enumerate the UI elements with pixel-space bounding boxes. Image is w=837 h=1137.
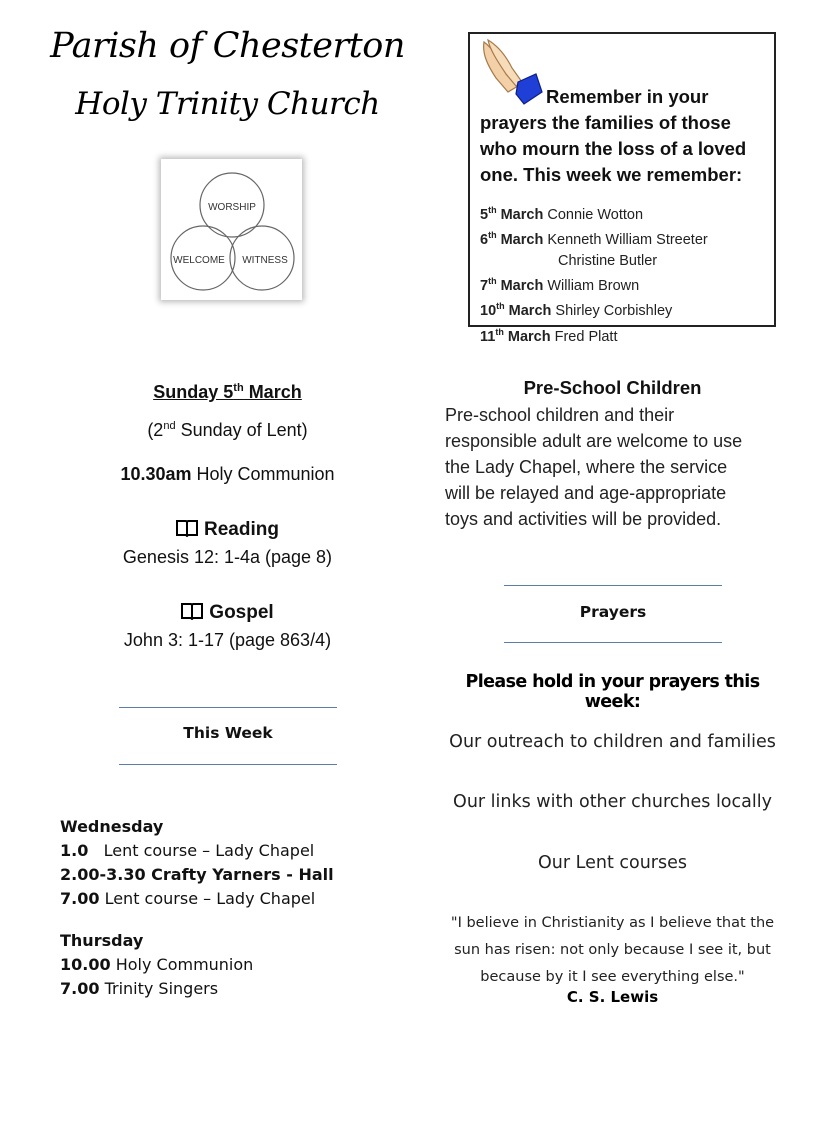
schedule-day: Thursday [60,931,144,950]
schedule-text: Holy Communion [110,955,254,974]
prayers-label: Prayers [579,603,647,621]
schedule-item [60,953,400,977]
memorial-name: William Brown [543,277,640,294]
schedule-text: Lent course – Lady Chapel [99,889,316,908]
preschool-line: responsible adult are welcome to use [445,431,743,451]
schedule-text: Crafty Yarners - Hall [145,865,334,884]
schedule-item [60,887,400,911]
quote-line: sun has risen: not only because I see it, but [454,942,771,958]
schedule-time: 7.00 [60,979,100,998]
preschool-line: toys and activities will be provided. [445,509,722,529]
memorial-heading [480,84,770,188]
memorial-name: Connie Wotton [543,206,644,223]
preschool-line: Pre-school children and their [445,405,675,425]
church-subtitle: Holy Trinity Church [75,86,380,122]
sunday-subheading: (2nd Sunday of Lent) [147,420,308,440]
schedule-text: Trinity Singers [99,979,219,998]
preschool-heading: Pre-School Children [523,377,702,398]
memorial-entry [480,271,776,296]
schedule-time: 2.00-3.30 [60,865,146,884]
prayer-item: Our Lent courses [538,853,687,873]
open-book-icon [181,602,203,620]
memorial-entry [480,225,776,250]
service-time: 10.30am [120,464,192,484]
gospel-heading: Gospel [40,602,415,624]
service-name: Holy Communion [191,464,335,484]
memorial-heading-rest: prayers the families of those who mourn the loss of a loved one. This week we remember: [480,112,747,185]
gospel-reference: John 3: 1-17 (page 863/4) [123,630,332,650]
prayers-intro: Please hold in your prayers this week: [465,672,760,712]
preschool-line: will be relayed and age-appropriate [445,483,727,503]
worship-welcome-witness-logo [161,159,302,300]
quote-author: C. S. Lewis [566,988,659,1006]
memorial-date: 6th March [480,230,544,249]
schedule-item [60,863,400,887]
preschool-line: the Lady Chapel, where the service [445,457,728,477]
venn-diagram-icon [161,159,302,300]
memorial-entry [480,251,776,272]
prayers-bottom-rule [504,642,722,643]
logo-word-worship: WORSHIP [208,202,256,213]
quote-line: "I believe in Christianity as I believe that the [450,915,775,931]
memorial-entry [480,296,776,321]
schedule-item [60,839,400,863]
this-week-bottom-rule [119,764,337,765]
reading-reference: Genesis 12: 1-4a (page 8) [122,547,333,567]
logo-word-witness: WITNESS [242,255,288,266]
schedule-item [60,977,400,1001]
parish-title: Parish of Chesterton [50,26,405,66]
prayer-item: Our links with other churches locally [453,792,772,812]
sunday-service [40,464,415,485]
schedule-text: Lent course – Lady Chapel [88,841,315,860]
lewis-quote [440,910,785,991]
this-week-top-rule [119,707,337,708]
memorial-entry [480,322,776,347]
memorial-heading-line1: Remember in your [546,86,709,107]
reading-heading: Reading [40,519,415,541]
memorial-name: Christine Butler [558,252,658,269]
schedule-time: 10.00 [60,955,111,974]
this-week-label: This Week [183,724,273,742]
schedule-day: Wednesday [60,817,164,836]
sunday-heading: Sunday 5th March [153,382,302,402]
quote-line: because by it I see everything else." [480,969,745,985]
memorial-date: 10th March [480,301,552,320]
schedule-time: 7.00 [60,889,100,908]
this-week-schedule [60,815,400,1001]
memorial-list [480,200,776,347]
preschool-body [445,402,785,532]
memorial-date: 7th March [480,276,544,294]
memorial-box [468,32,776,345]
open-book-icon [176,519,198,537]
memorial-date: 11th March [480,326,551,345]
prayers-top-rule [504,585,722,586]
memorial-date: 5th March [480,205,544,223]
memorial-name: Fred Platt [550,328,618,345]
prayer-item: Our outreach to children and families [449,732,776,752]
logo-word-welcome: WELCOME [173,255,225,266]
memorial-name: Shirley Corbishley [551,303,673,320]
memorial-name: Kenneth William Streeter [543,232,708,249]
schedule-time: 1.0 [60,841,89,860]
memorial-entry [480,200,776,225]
